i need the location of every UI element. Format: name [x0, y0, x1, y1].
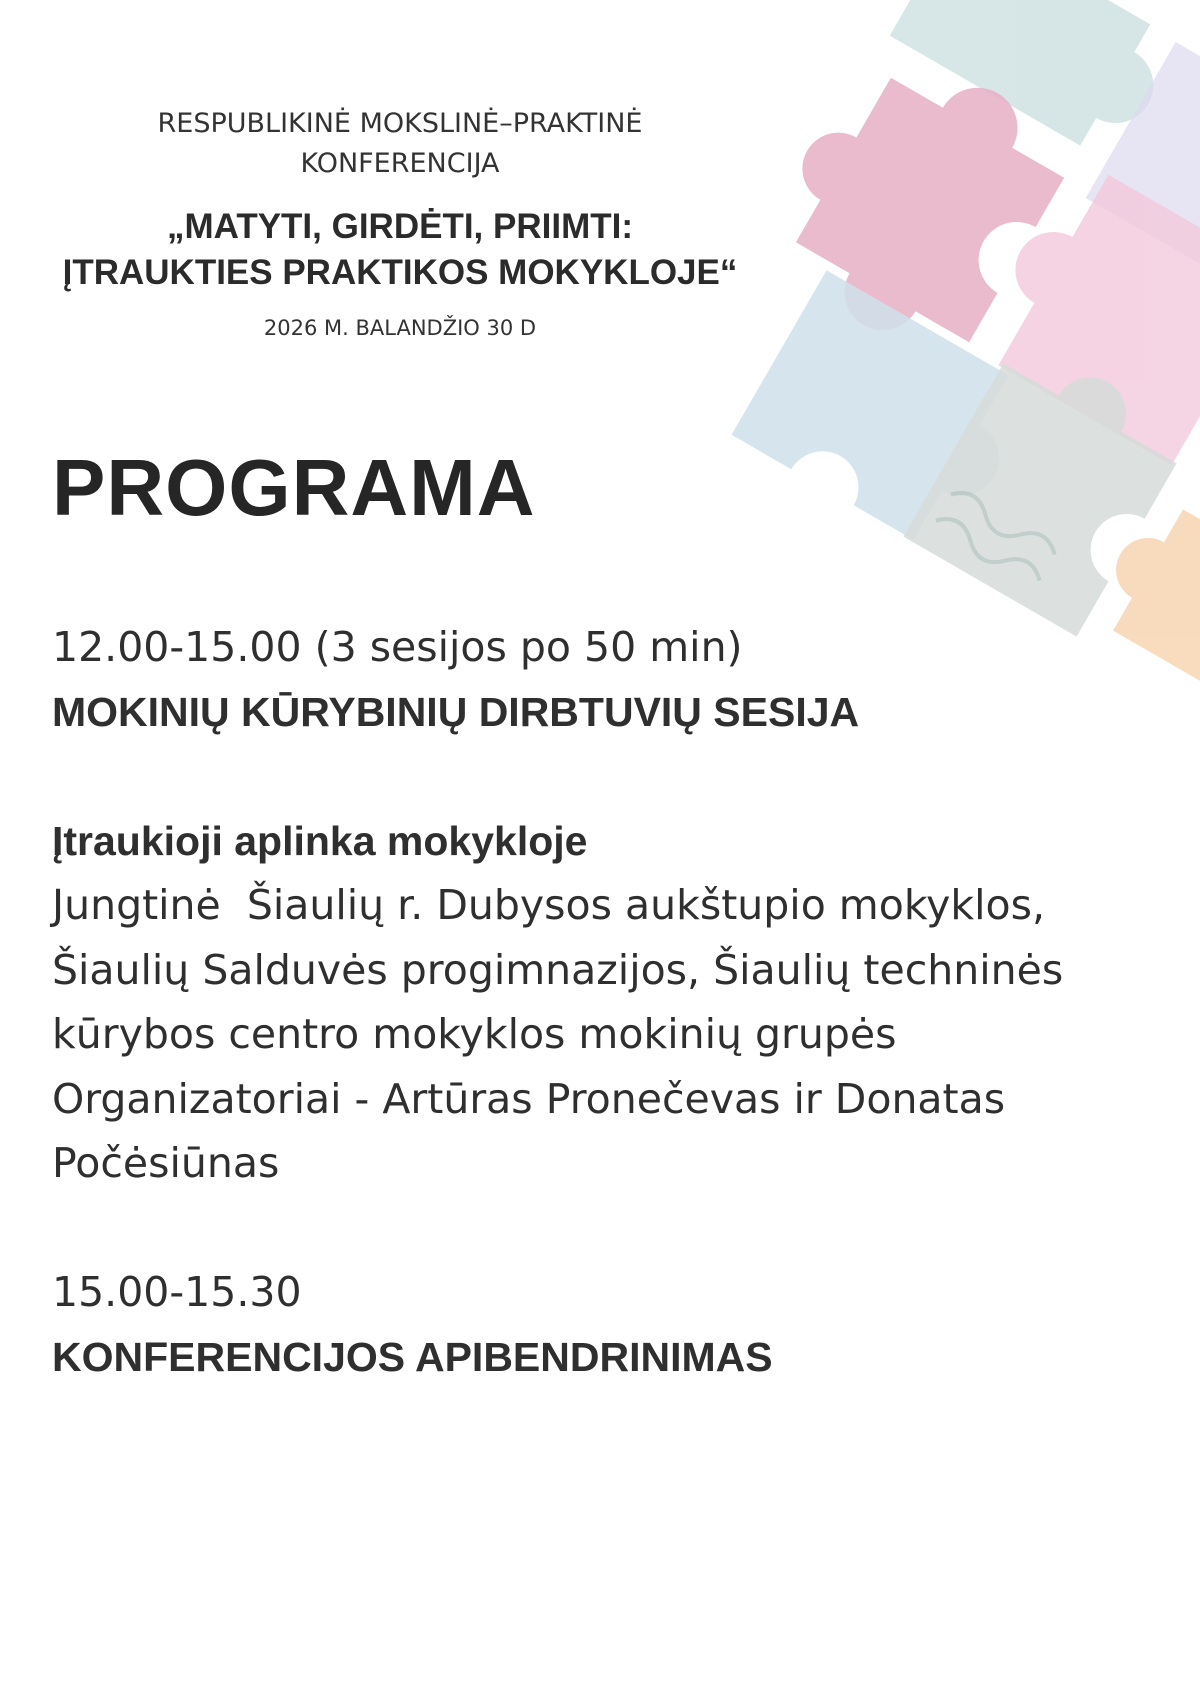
- session-1-title: MOKINIŲ KŪRYBINIŲ DIRBTUVIŲ SESIJA: [52, 688, 860, 735]
- conference-title-line-1: „MATYTI, GIRDĖTI, PRIIMTI:: [167, 207, 633, 246]
- session-1: [52, 615, 1172, 744]
- session-2-time: 15.00-15.30: [52, 1268, 302, 1316]
- conference-date: 2026 M. BALANDŽIO 30 D: [263, 316, 537, 340]
- workshop-line-1: Jungtinė Šiaulių r. Dubysos aukštupio mokyklos,: [52, 881, 1045, 929]
- program-content: [52, 615, 1172, 1454]
- page-title: PROGRAMA: [52, 443, 536, 532]
- organizer-line-2: KONFERENCIJA: [300, 148, 500, 179]
- session-2-title: KONFERENCIJOS APIBENDRINIMAS: [52, 1333, 773, 1380]
- session-2: [52, 1260, 1172, 1389]
- conference-title-line-2: ĮTRAUKTIES PRAKTIKOS MOKYKLOJE“: [62, 253, 738, 292]
- conference-header: [40, 104, 760, 340]
- workshop: [52, 809, 1172, 1196]
- workshop-line-3: kūrybos centro mokyklos mokinių grupės: [52, 1010, 897, 1058]
- workshop-line-2: Šiaulių Salduvės progimnazijos, Šiaulių techninės: [52, 945, 1064, 994]
- session-1-time: 12.00-15.00 (3 sesijos po 50 min): [52, 623, 743, 671]
- workshop-line-5: Počėsiūnas: [52, 1139, 280, 1187]
- workshop-line-4: Organizatoriai - Artūras Pronečevas ir Donatas: [52, 1074, 1006, 1123]
- organizer-line-1: RESPUBLIKINĖ MOKSLINĖ–PRAKTINĖ: [157, 108, 643, 139]
- workshop-title: Įtraukioji aplinka mokykloje: [52, 817, 588, 864]
